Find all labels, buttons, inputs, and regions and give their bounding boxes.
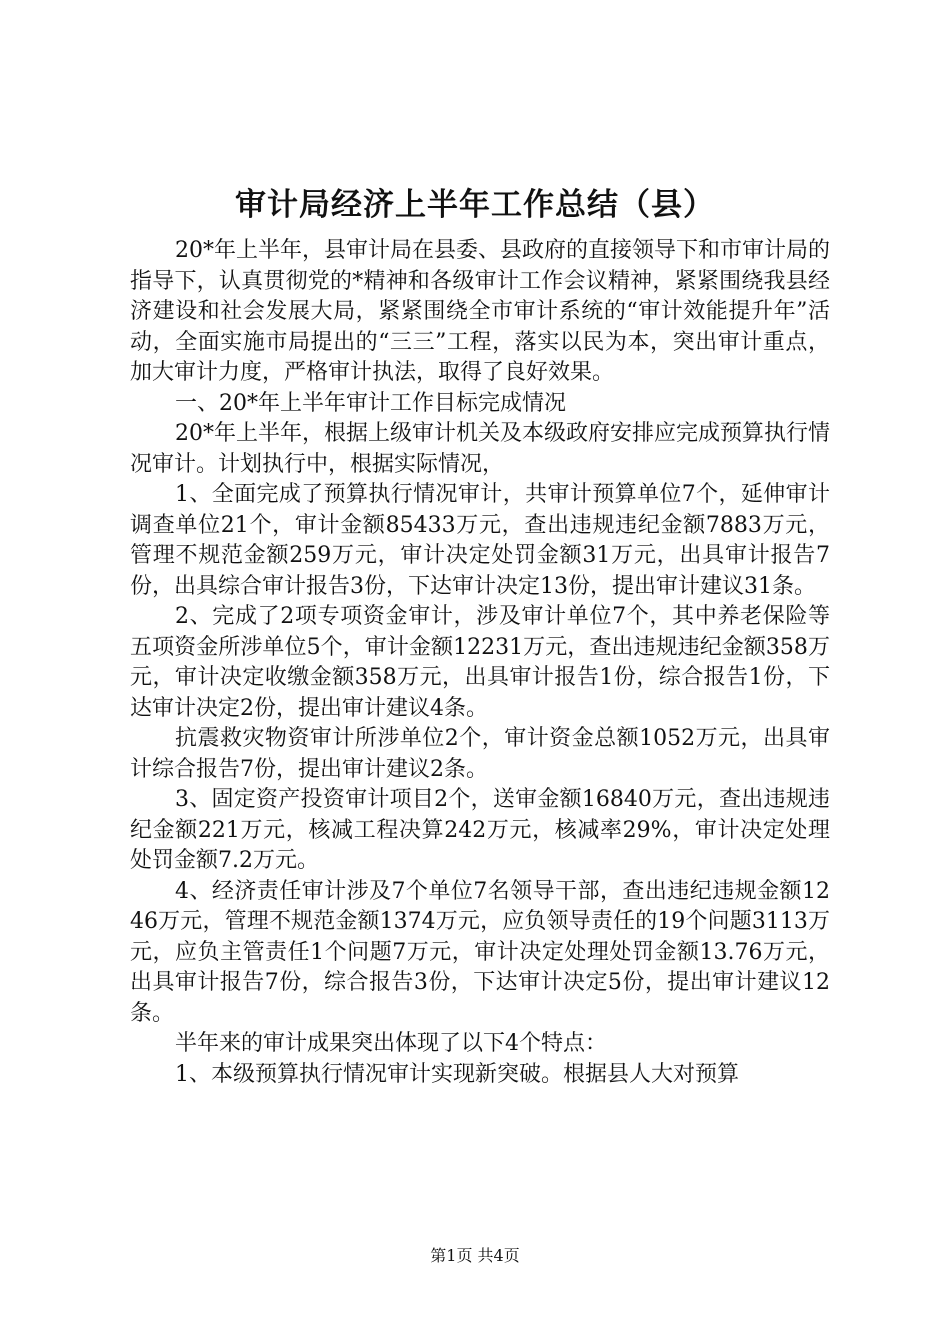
page-number-footer: 第1页 共4页 (430, 1246, 520, 1265)
document-body (130, 236, 830, 1090)
paragraph-item-4: 4、经济责任审计涉及7个单位7名领导干部，查出违纪违规金额1246万元，管理不规范金额1374万元，应负领导责任的19个问题3113万元，应负主管责任1个问题7万元，审计决定处理处罚金额13.76万元，出具审计报告7份，综合报告3份，下达审计决定5份，提出审计建议12条。 (130, 878, 830, 1026)
paragraph-item-1: 1、全面完成了预算执行情况审计，共审计预算单位7个，延伸审计调查单位21个，审计金额85433万元，查出违规违纪金额7883万元，管理不规范金额259万元，审计决定处罚金额31万元，出具审计报告7份，出具综合审计报告3份，下达审计决定13份，提出审计建议31条。 (130, 482, 830, 599)
paragraph-item-3: 3、固定资产投资审计项目2个，送审金额16840万元，查出违规违纪金额221万元，核减工程决算242万元，核减率29%，审计决定处理处罚金额7.2万元。 (130, 787, 830, 873)
section-heading-1: 一、20*年上半年审计工作目标完成情况 (175, 390, 566, 416)
paragraph-features-intro: 半年来的审计成果突出体现了以下4个特点： (175, 1031, 607, 1056)
paragraph-feature-1: 1、本级预算执行情况审计实现新突破。根据县人大对预算 (175, 1061, 739, 1087)
paragraph-intro: 20*年上半年，县审计局在县委、县政府的直接领导下和市审计局的指导下，认真贯彻党的*精神和各级审计工作会议精神，紧紧围绕我县经济建设和社会发展大局，紧紧围绕全市审计系统的“审计效能提升年”活动，全面实施市局提出的“三三”工程，落实以民为本，突出审计重点，加大审计力度，严格审计执法，取得了良好效果。 (130, 238, 830, 385)
paragraph-item-2: 2、完成了2项专项资金审计，涉及审计单位7个，其中养老保险等五项资金所涉单位5个，审计金额12231万元，查出违规违纪金额358万元，审计决定收缴金额358万元，出具审计报告1份，综合报告1份，下达审计决定2份，提出审计建议4条。 (130, 604, 830, 721)
paragraph-disaster-relief: 抗震救灾物资审计所涉单位2个，审计资金总额1052万元，出具审计综合报告7份，提出审计建议2条。 (130, 726, 830, 782)
document-title: 审计局经济上半年工作总结（县） (235, 187, 715, 223)
paragraph-plan: 20*年上半年，根据上级审计机关及本级政府安排应完成预算执行情况审计。计划执行中，根据实际情况， (130, 421, 830, 477)
